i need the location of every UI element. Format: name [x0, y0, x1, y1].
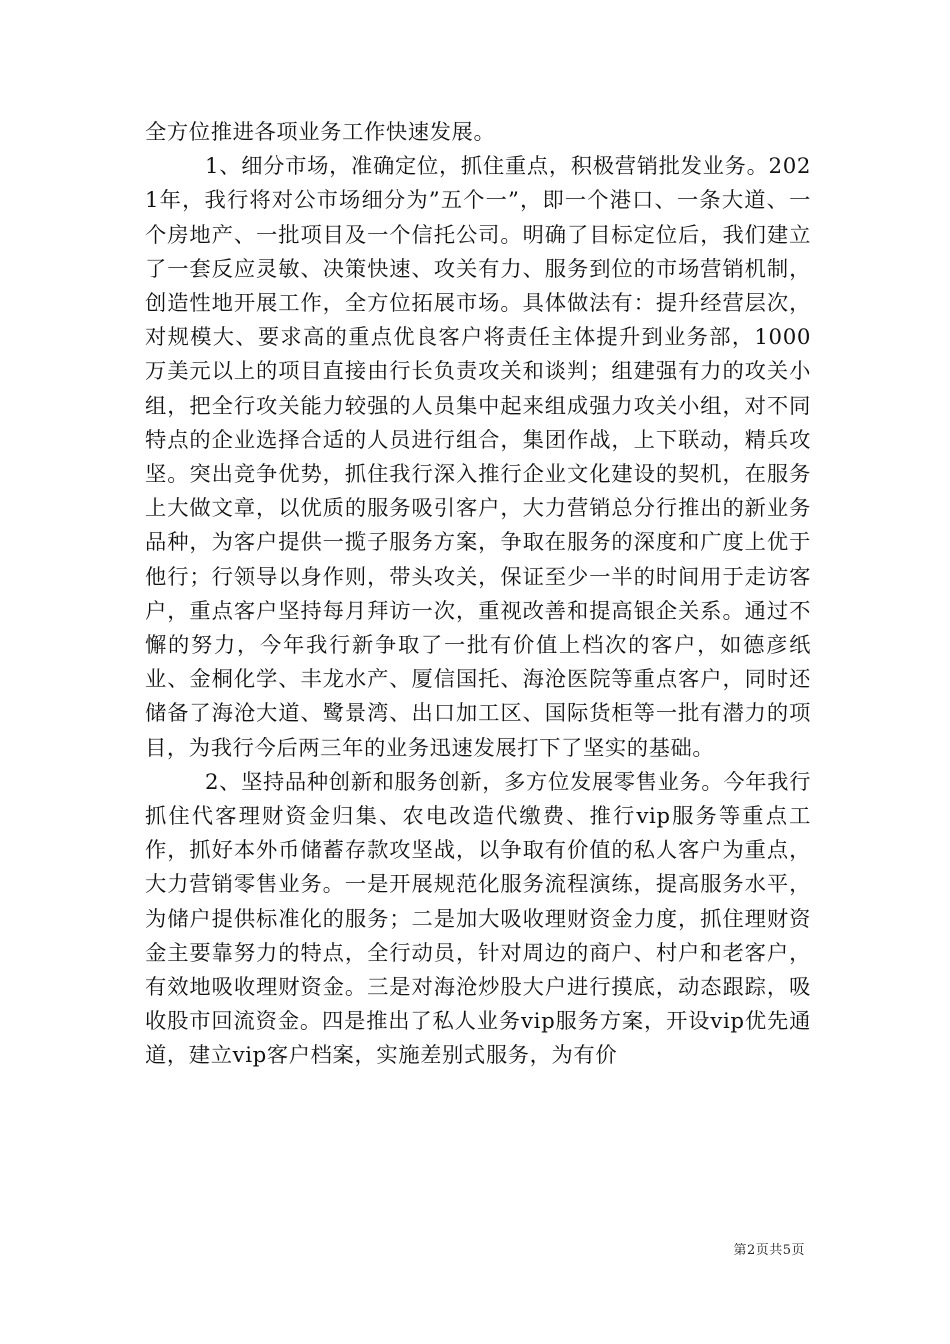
paragraph-wholesale-business: 1、细分市场，准确定位，抓住重点，积极营销批发业务。2021年，我行将对公市场细分为”五个一”，即一个港口、一条大道、一个房地产、一批项目及一个信托公司。明确了目标定位后，我们建立了一套反应灵敏、决策快速、攻关有力、服务到位的市场营销机制，创造性地开展工作，全方位拓展市场。具体做法有：提升经营层次，对规模大、要求高的重点优良客户将责任主体提升到业务部，1000万美元以上的项目直接由行长负责攻关和谈判；组建强有力的攻关小组，把全行攻关能力较强的人员集中起来组成强力攻关小组，对不同特点的企业选择合适的人员进行组合，集团作战，上下联动，精兵攻坚。突出竞争优势，抓住我行深入推行企业文化建设的契机，在服务上大做文章，以优质的服务吸引客户，大力营销总分行推出的新业务品种，为客户提供一揽子服务方案，争取在服务的深度和广度上优于他行；行领导以身作则，带头攻关，保证至少一半的时间用于走访客户，重点客户坚持每月拜访一次，重视改善和提高银企关系。通过不懈的努力，今年我行新争取了一批有价值上档次的客户，如德彦纸业、金桐化学、丰龙水产、厦信国托、海沧医院等重点客户，同时还储备了海沧大道、鹭景湾、出口加工区、国际货柜等一批有潜力的项目，为我行今后两三年的业务迅速发展打下了坚实的基础。	[145, 154, 811, 761]
page-number-footer	[733, 1243, 805, 1259]
paragraph-continuation: 全方位推进各项业务工作快速发展。	[145, 120, 496, 145]
document-body	[145, 116, 811, 1074]
paragraph-retail-business: 2、坚持品种创新和服务创新，多方位发展零售业务。今年我行抓住代客理财资金归集、农电改造代缴费、推行vip服务等重点工作，抓好本外币储蓄存款攻坚战，以争取有价值的私人客户为重点，大力营销零售业务。一是开展规范化服务流程演练，提高服务水平，为储户提供标准化的服务；二是加大吸收理财资金力度，抓住理财资金主要靠努力的特点，全行动员，针对周边的商户、村户和老客户，有效地吸收理财资金。三是对海沧炒股大户进行摸底，动态跟踪，吸收股市回流资金。四是推出了私人业务vip服务方案，开设vip优先通道，建立vip客户档案，实施差别式服务，为有价	[145, 769, 811, 1069]
page-number-label: 第2页共5页	[733, 1243, 805, 1258]
